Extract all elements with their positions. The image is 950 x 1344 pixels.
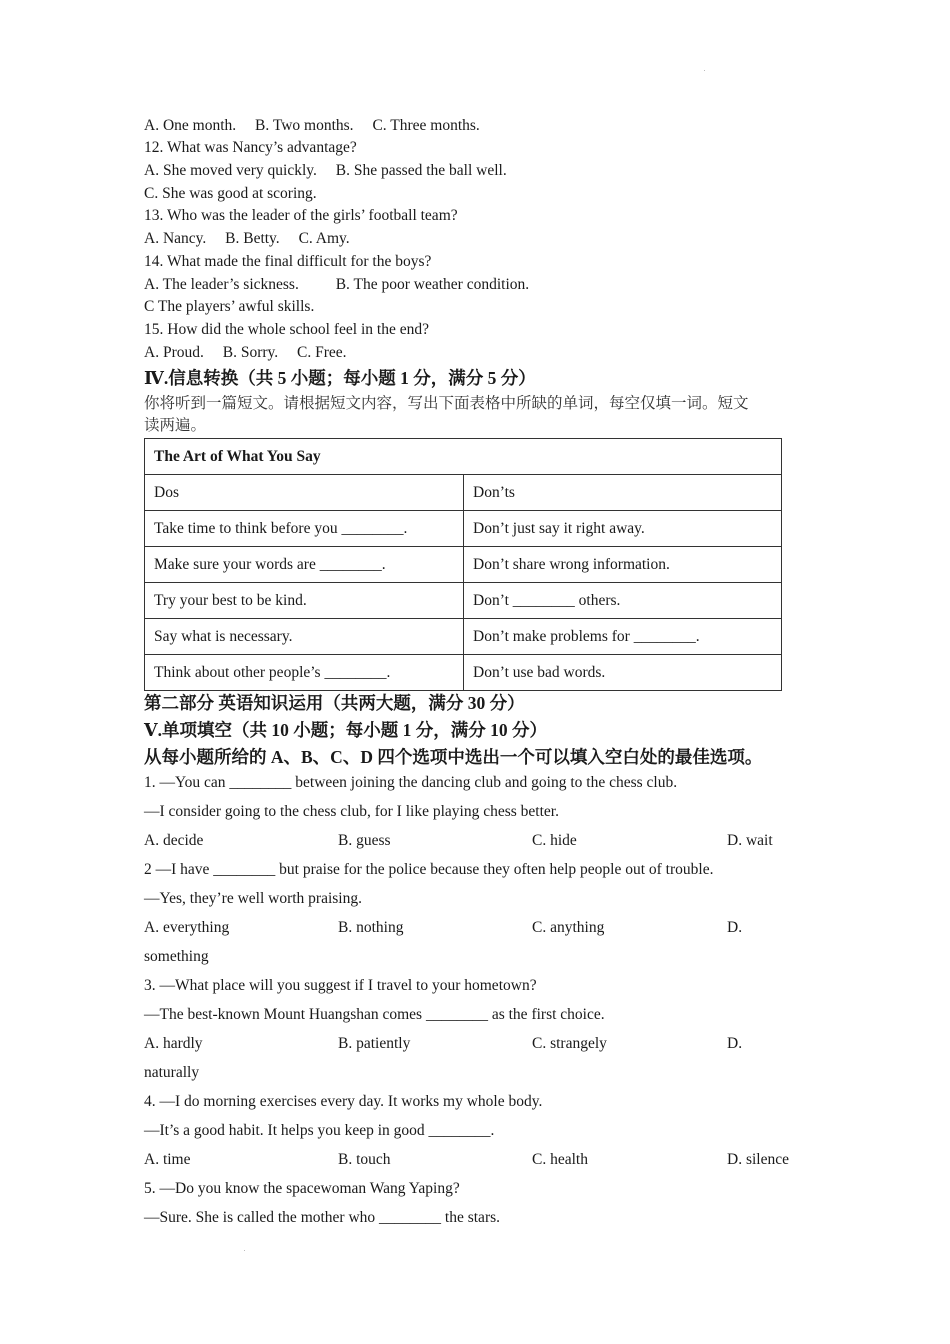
question-3: 3. —What place will you suggest if I travel to your hometown?: [144, 977, 537, 994]
table-cell: Take time to think before you ________.: [145, 511, 464, 547]
option: C. Three months.: [372, 117, 480, 134]
table-title-row: [145, 439, 782, 475]
option: A. The leader’s sickness.: [144, 276, 299, 293]
info-table: [144, 438, 782, 691]
table-cell: Think about other people’s ________.: [145, 655, 464, 691]
table-cell: Don’t ________ others.: [464, 583, 782, 619]
question-4: 4. —I do morning exercises every day. It works my whole body.: [144, 1093, 543, 1110]
question-3-reply: —The best-known Mount Huangshan comes ________ as the first choice.: [144, 1006, 605, 1023]
option: A. One month.: [144, 117, 237, 134]
option: B. She passed the ball well.: [335, 162, 507, 179]
question-2-reply: —Yes, they’re well worth praising.: [144, 890, 362, 907]
part-2-heading: 第二部分 英语知识运用（共两大题，满分 30 分）: [144, 693, 525, 713]
section-5-heading: Ⅴ.单项填空（共 10 小题；每小题 1 分，满分 10 分）: [144, 720, 547, 740]
option-b: B. nothing: [338, 919, 404, 936]
question-5-reply: —Sure. She is called the mother who ________ the stars.: [144, 1209, 501, 1226]
question-14: 14. What made the final difficult for the boys?: [144, 253, 432, 270]
option: C The players’ awful skills.: [144, 298, 315, 315]
option-c: C. health: [532, 1151, 588, 1168]
table-cell: Don’t make problems for ________.: [464, 619, 782, 655]
question-15: 15. How did the whole school feel in the end?: [144, 321, 429, 338]
option: C. Amy.: [298, 230, 350, 247]
option: B. The poor weather condition.: [335, 276, 530, 293]
option-a: A. everything: [144, 919, 230, 936]
question-1-reply: —I consider going to the chess club, for I like playing chess better.: [144, 803, 559, 820]
table-row: [145, 511, 782, 547]
table-row: [145, 619, 782, 655]
table-cell: Say what is necessary.: [145, 619, 464, 655]
option-b: B. guess: [338, 832, 391, 849]
option-d: D.: [727, 919, 743, 936]
option: C. Free.: [297, 344, 347, 361]
table-cell: Don’t share wrong information.: [464, 547, 782, 583]
table-cell: Don’t just say it right away.: [464, 511, 782, 547]
option: C. She was good at scoring.: [144, 185, 317, 202]
q14-options: [144, 275, 529, 295]
question-13: 13. Who was the leader of the girls’ football team?: [144, 207, 458, 224]
table-cell: Don’t use bad words.: [464, 655, 782, 691]
option-c: C. hide: [532, 832, 577, 849]
option-d: D. silence: [727, 1151, 789, 1168]
table-row: [145, 583, 782, 619]
section-4-instruction: 你将听到一篇短文。请根据短文内容，写出下面表格中所缺的单词，每空仅填一词。短文: [144, 395, 749, 412]
table-title: The Art of What You Say: [145, 439, 782, 475]
option-b: B. patiently: [338, 1035, 411, 1052]
q12-options: [144, 161, 507, 181]
column-header-dos: Dos: [145, 475, 464, 511]
question-5: 5. —Do you know the spacewoman Wang Yaping?: [144, 1180, 460, 1197]
option-b: B. touch: [338, 1151, 391, 1168]
option-a: A. hardly: [144, 1035, 203, 1052]
option-d-text: something: [144, 948, 209, 965]
section-5-instruction: 从每小题所给的 A、B、C、D 四个选项中选出一个可以填入空白处的最佳选项。: [144, 747, 763, 767]
q15-options: [144, 343, 347, 363]
question-12: 12. What was Nancy’s advantage?: [144, 139, 357, 156]
option: A. Nancy.: [144, 230, 207, 247]
option-d: D.: [727, 1035, 743, 1052]
option: A. Proud.: [144, 344, 204, 361]
table-header-row: [145, 475, 782, 511]
table-row: [145, 547, 782, 583]
table-cell: Make sure your words are ________.: [145, 547, 464, 583]
q13-options: [144, 229, 350, 249]
option-a: A. time: [144, 1151, 191, 1168]
table-row: [145, 655, 782, 691]
option-c: C. strangely: [532, 1035, 607, 1052]
section-4-instruction: 读两遍。: [144, 417, 207, 434]
question-1: 1. —You can ________ between joining the dancing club and going to the chess club.: [144, 774, 678, 791]
page-mark: [244, 1250, 245, 1251]
option: B. Two months.: [255, 117, 354, 134]
question-4-reply: —It’s a good habit. It helps you keep in good ________.: [144, 1122, 495, 1139]
table-cell: Try your best to be kind.: [145, 583, 464, 619]
page-mark: [704, 70, 705, 71]
option: A. She moved very quickly.: [144, 162, 317, 179]
option-d: D. wait: [727, 832, 773, 849]
option: B. Betty.: [225, 230, 280, 247]
column-header-donts: Don’ts: [464, 475, 782, 511]
option: B. Sorry.: [222, 344, 279, 361]
option-a: A. decide: [144, 832, 204, 849]
section-4-heading: Ⅳ.信息转换（共 5 小题；每小题 1 分，满分 5 分）: [144, 368, 536, 388]
question-2: 2 —I have ________ but praise for the police because they often help people out of trouble.: [144, 861, 714, 878]
q11-options: [144, 116, 480, 136]
option-c: C. anything: [532, 919, 605, 936]
option-d-text: naturally: [144, 1064, 200, 1081]
